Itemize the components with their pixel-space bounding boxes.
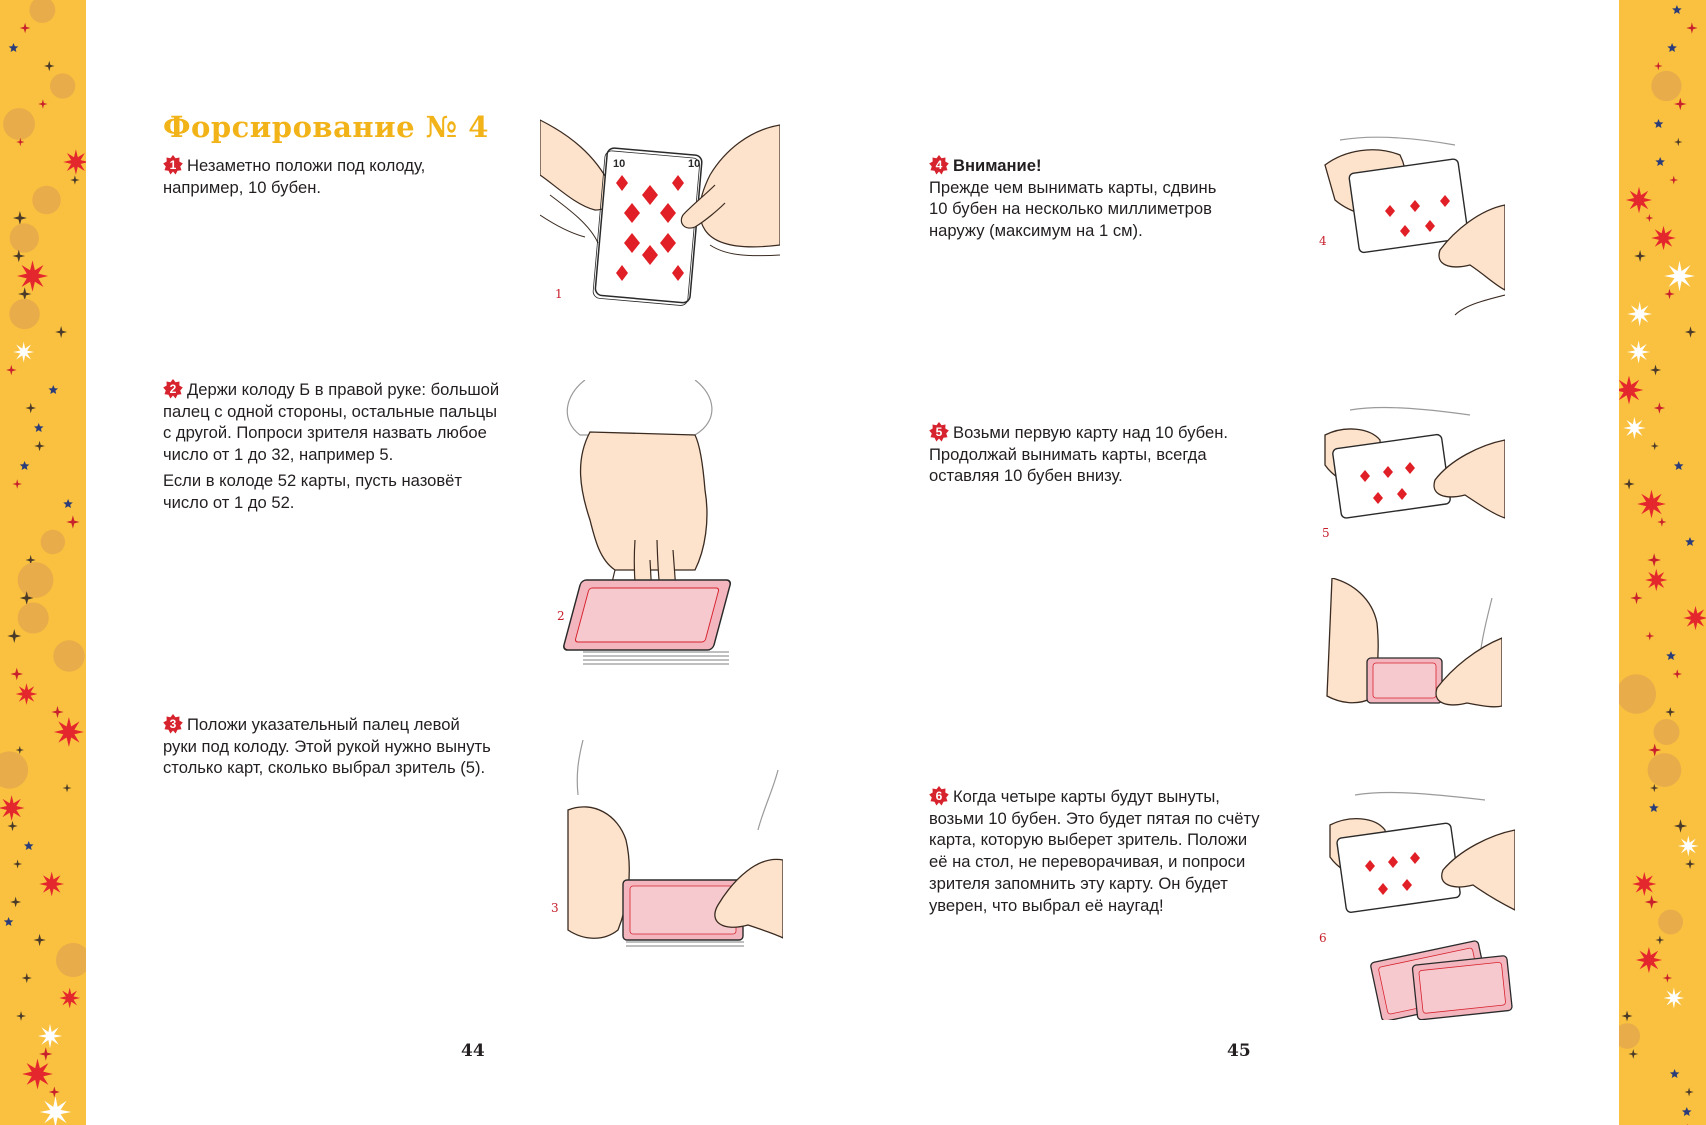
decorative-dot-icon <box>3 108 35 140</box>
decorative-star-icon <box>1685 1088 1694 1097</box>
decorative-star-icon <box>13 211 27 225</box>
svg-text:5: 5 <box>1322 526 1330 540</box>
decorative-star-icon <box>1647 553 1661 567</box>
decorative-dot-icon <box>1619 674 1656 713</box>
decorative-star-icon <box>40 1096 72 1125</box>
decorative-star-icon <box>33 934 45 946</box>
decorative-dot-icon <box>1619 1023 1640 1049</box>
decorative-star-icon <box>1685 326 1696 337</box>
illustration-step-1 <box>540 115 780 315</box>
svg-text:3: 3 <box>551 901 559 915</box>
decorative-star-icon <box>13 860 22 869</box>
decorative-star-icon <box>9 43 19 52</box>
step-badge-icon: 4 <box>929 155 949 175</box>
decorative-star-icon <box>51 706 63 718</box>
decorative-star-icon <box>1636 947 1662 973</box>
decorative-star-icon <box>1623 417 1646 440</box>
decorative-star-icon <box>22 973 32 983</box>
decorative-star-icon <box>1683 606 1706 630</box>
decorative-star-icon <box>1626 187 1652 213</box>
decorative-dot-icon <box>18 602 49 633</box>
decorative-star-icon <box>1682 1107 1692 1116</box>
page-number-left: 44 <box>461 1041 485 1061</box>
decorative-star-icon <box>1674 138 1682 146</box>
illustration-step-4 <box>1315 125 1505 330</box>
step-6-text: 6 Когда четыре карты будут вынуты, возьми 10 бубен. Это будет пятая по счёту карта, которую выберет зритель. Положи её на стол, не переворачивая, и попроси зрителя запомнить эту карту. Он будет уверен, что выбрал её наугад! <box>929 787 1260 915</box>
decorative-dot-icon <box>0 751 28 788</box>
decorative-star-icon <box>12 479 22 489</box>
illustration-step-2 <box>545 380 785 700</box>
step-badge-icon: 6 <box>929 786 949 806</box>
decorative-star-icon <box>6 365 17 375</box>
svg-text:10: 10 <box>688 158 701 170</box>
decorative-star-icon <box>44 61 55 71</box>
decorative-star-icon <box>1672 669 1682 679</box>
decorative-star-icon <box>34 441 45 452</box>
page-number-right: 45 <box>1227 1041 1251 1061</box>
decorative-star-icon <box>25 403 36 414</box>
decorative-star-icon <box>1669 176 1678 185</box>
decorative-star-icon <box>55 326 67 338</box>
decorative-star-icon <box>1627 341 1650 364</box>
decorative-star-icon <box>1686 22 1697 33</box>
step-4-text: 4 Внимание! Прежде чем вынимать карты, сдвинь 10 бубен на несколько миллиметров наружу (максимум на 1 см). <box>929 156 1217 241</box>
decorative-star-icon <box>1628 1049 1638 1059</box>
decorative-star-icon <box>1619 376 1643 405</box>
decorative-star-icon <box>10 897 21 908</box>
decorative-star-icon <box>49 1087 60 1098</box>
decorative-star-icon <box>1678 836 1699 857</box>
decorative-star-icon <box>63 499 73 508</box>
decorative-star-icon <box>1663 987 1684 1008</box>
decorative-star-icon <box>1665 707 1675 717</box>
decorative-star-icon <box>38 1024 63 1049</box>
svg-text:2: 2 <box>557 609 565 623</box>
decorative-star-icon <box>20 461 30 470</box>
decorative-star-icon <box>1670 1069 1680 1078</box>
decorative-star-icon <box>1623 478 1634 489</box>
decorative-star-icon <box>1655 936 1664 945</box>
decorative-star-icon <box>1650 365 1661 376</box>
illustration-step-6 <box>1315 785 1515 1020</box>
decorative-dot-icon <box>1654 719 1680 745</box>
decorative-star-icon <box>16 1011 26 1021</box>
decorative-star-icon <box>4 917 14 926</box>
decorative-star-icon <box>1664 261 1695 292</box>
svg-text:6: 6 <box>1319 931 1327 945</box>
decorative-dot-icon <box>41 530 65 554</box>
decorative-dot-icon <box>56 943 86 977</box>
decorative-star-icon <box>24 841 34 850</box>
decorative-star-icon <box>39 872 64 897</box>
step-3-text: 3 Положи указательный палец левой руки под колоду. Этой рукой нужно вынуть столько карт, сколько выбрал зритель (5). <box>163 715 491 778</box>
step-badge-icon: 5 <box>929 422 949 442</box>
decorative-star-icon <box>1674 98 1687 111</box>
decorative-star-icon <box>66 515 79 528</box>
step-2-text: 2 Держи колоду Б в правой руке: большой палец с одной стороны, остальные пальцы с другой. Попроси зрителя назвать любое число от 1 до 32, например 5. Если в колоде 52 карты, пусть назовёт число от 1 до 52. <box>163 380 500 512</box>
decorative-star-icon <box>10 668 23 681</box>
illustration-step-3 <box>548 730 783 960</box>
decorative-star-icon <box>17 260 48 291</box>
step-5-text: 5 Возьми первую карту над 10 бубен. Продолжай вынимать карты, всегда оставляя 10 бубен внизу. <box>929 423 1229 486</box>
left-decorative-border <box>0 0 86 1125</box>
decorative-dot-icon <box>53 640 85 672</box>
decorative-star-icon <box>1674 461 1684 470</box>
decorative-star-icon <box>1667 43 1677 52</box>
illustration-step-5 <box>1320 400 1505 545</box>
decorative-star-icon <box>63 149 86 174</box>
decorative-star-icon <box>1654 62 1663 70</box>
step-1-text: 1 Незаметно положи под колоду, например, 10 бубен. <box>163 156 426 197</box>
decorative-star-icon <box>22 1059 53 1090</box>
decorative-star-icon <box>59 988 80 1009</box>
decorative-star-icon <box>0 795 25 821</box>
decorative-star-icon <box>1649 803 1659 812</box>
decorative-star-icon <box>7 821 17 831</box>
decorative-dot-icon <box>1648 753 1682 787</box>
decorative-star-icon <box>1634 250 1646 262</box>
decorative-star-icon <box>49 385 59 394</box>
decorative-dot-icon <box>1651 71 1681 101</box>
decorative-star-icon <box>1645 569 1668 592</box>
step-badge-icon: 2 <box>163 379 183 399</box>
decorative-star-icon <box>38 99 47 108</box>
decorative-star-icon <box>1645 632 1654 641</box>
decorative-star-icon <box>1685 537 1695 546</box>
decorative-dot-icon <box>50 73 75 98</box>
decorative-star-icon <box>1657 517 1666 526</box>
decorative-star-icon <box>20 23 31 34</box>
decorative-star-icon <box>63 784 72 793</box>
decorative-star-icon <box>1632 872 1656 896</box>
step-badge-icon: 3 <box>163 714 183 734</box>
decorative-star-icon <box>39 1047 52 1060</box>
page-title: Форсирование № 4 <box>163 110 489 144</box>
decorative-star-icon <box>1651 442 1659 450</box>
decorative-star-icon <box>18 287 31 300</box>
decorative-dot-icon <box>10 223 39 252</box>
decorative-dot-icon <box>1658 910 1683 935</box>
decorative-star-icon <box>1666 651 1676 660</box>
decorative-star-icon <box>1651 226 1676 251</box>
decorative-star-icon <box>1630 592 1642 604</box>
illustration-step-5-continued <box>1322 578 1502 728</box>
decorative-star-icon <box>1674 819 1688 833</box>
decorative-star-icon <box>34 423 44 432</box>
decorative-star-icon <box>13 342 34 363</box>
decorative-star-icon <box>1655 157 1665 166</box>
decorative-star-icon <box>1672 5 1682 14</box>
right-decorative-border <box>1619 0 1706 1125</box>
svg-text:1: 1 <box>555 287 563 301</box>
decorative-star-icon <box>1627 302 1652 327</box>
decorative-star-icon <box>1654 119 1664 128</box>
decorative-star-icon <box>16 683 38 705</box>
svg-text:10: 10 <box>613 158 626 170</box>
decorative-star-icon <box>1685 859 1695 869</box>
decorative-dot-icon <box>18 562 54 598</box>
decorative-star-icon <box>7 629 21 643</box>
decorative-star-icon <box>1663 973 1672 982</box>
decorative-star-icon <box>1622 1011 1633 1022</box>
svg-text:4: 4 <box>1319 234 1327 248</box>
step-badge-icon: 1 <box>163 155 183 175</box>
decorative-star-icon <box>1637 490 1666 519</box>
decorative-star-icon <box>1645 214 1653 222</box>
decorative-dot-icon <box>32 186 60 214</box>
decorative-star-icon <box>70 175 79 184</box>
decorative-dot-icon <box>29 0 55 23</box>
decorative-dot-icon <box>9 299 39 329</box>
decorative-star-icon <box>54 717 84 747</box>
decorative-star-icon <box>1645 895 1659 909</box>
decorative-star-icon <box>1664 289 1674 299</box>
decorative-star-icon <box>1654 402 1665 413</box>
decorative-star-icon <box>16 746 24 754</box>
